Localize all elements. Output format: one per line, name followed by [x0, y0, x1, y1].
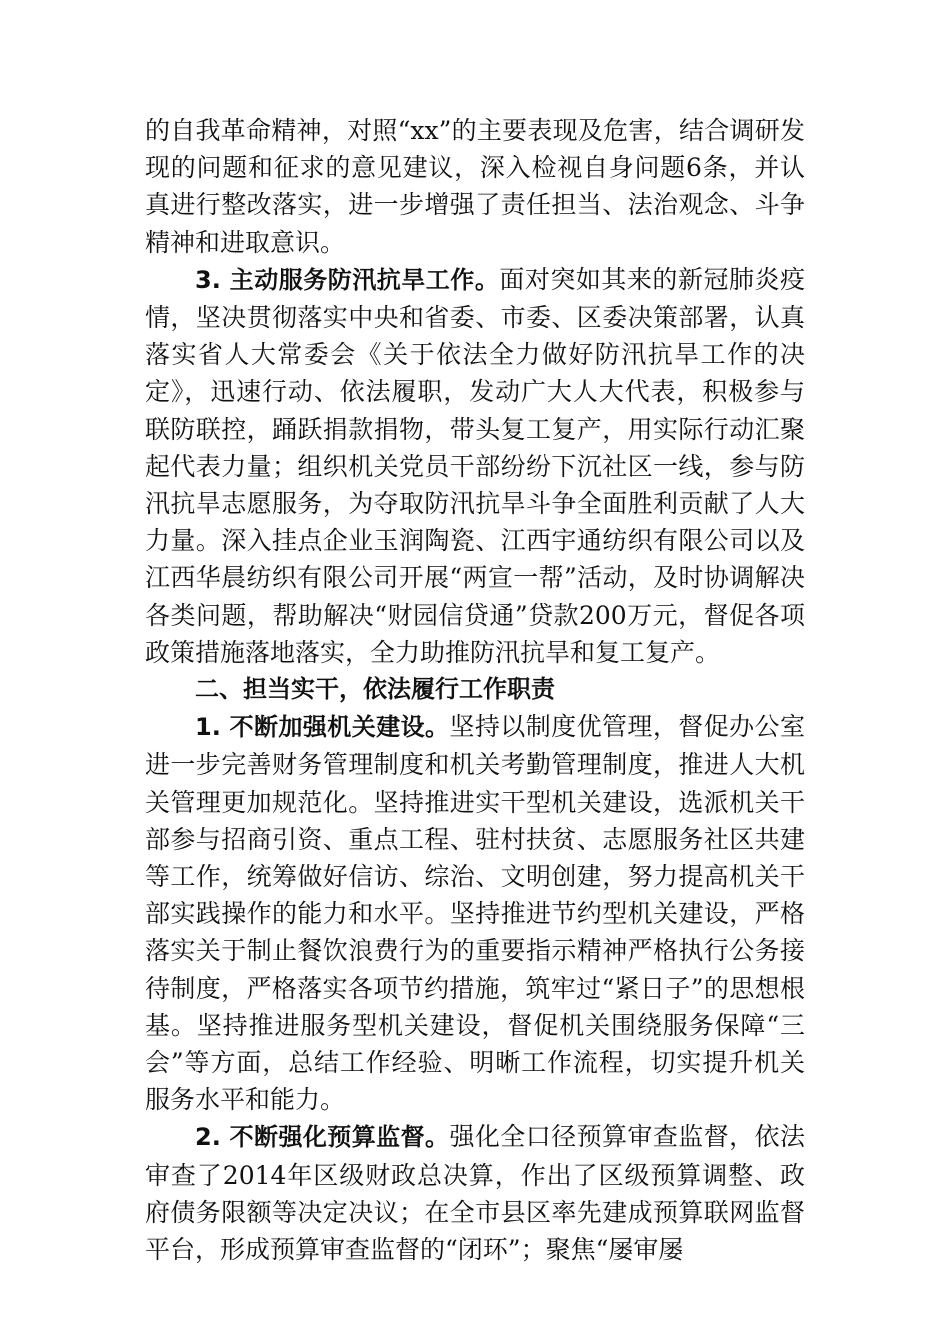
paragraph-lead: 3. 主动服务防汛抗旱工作。	[195, 265, 500, 294]
section-heading: 二、担当实干，依法履行工作职责	[195, 675, 555, 704]
paragraph-text: 坚持以制度优管理，督促办公室进一步完善财务管理制度和机关考勤管理制度，推进人大机关管理更加规范化。坚持推进实干型机关建设，选派机关干部参与招商引资、重点工程、驻村扶贫、志愿服务社区共建等工作，统筹做好信访、综治、文明创建，努力提高机关干部实践操作的能力和水平。坚持推进节约型机关建设，严格落实关于制止餐饮浪费行为的重要指示精神严格执行公务接待制度，严格落实各项节约措施，筑牢过“紧日子”的思想根基。坚持推进服务型机关建设，督促机关围绕服务保障“三会”等方面，总结工作经验、明晰工作流程，切实提升机关服务水平和能力。	[145, 712, 805, 1115]
paragraph-lead: 1. 不断加强机关建设。	[195, 713, 450, 742]
paragraph-budget-supervision	[145, 1118, 805, 1268]
paragraph-lead: 2. 不断强化预算监督。	[195, 1123, 450, 1152]
paragraph-office-building	[145, 708, 805, 1118]
document-page	[145, 112, 805, 1268]
paragraph-text: 的自我革命精神，对照“xx”的主要表现及危害，结合调研发现的问题和征求的意见建议，深入检视自身问题6条，并认真进行整改落实，进一步增强了责任担当、法治观念、斗争精神和进取意识。	[145, 116, 805, 257]
paragraph-text: 面对突如其来的新冠肺炎疫情，坚决贯彻落实中央和省委、市委、区委决策部署，认真落实省人大常委会《关于依法全力做好防汛抗旱工作的决定》，迅速行动、依法履职，发动广大人大代表，积极参与联防联控，踊跃捐款捐物，带头复工复产，用实际行动汇聚起代表力量；组织机关党员干部纷纷下沉社区一线，参与防汛抗旱志愿服务，为夺取防汛抗旱斗争全面胜利贡献了人大力量。深入挂点企业玉润陶瓷、江西宇通纺织有限公司以及江西华晨纺织有限公司开展“两宣一帮”活动，及时协调解决各类问题，帮助解决“财园信贷通”贷款200万元，督促各项政策措施落地落实，全力助推防汛抗旱和复工复产。	[145, 264, 805, 667]
paragraph-flood-service	[145, 261, 805, 671]
paragraph-continuation	[145, 112, 805, 261]
paragraph-text: 强化全口径预算审查监督，依法审查了2014年区级财政总决算，作出了区级预算调整、政府债务限额等决定决议；在全市县区率先建成预算联网监督平台，形成预算审查监督的“闭环”；聚焦“屡审屡	[145, 1122, 805, 1265]
